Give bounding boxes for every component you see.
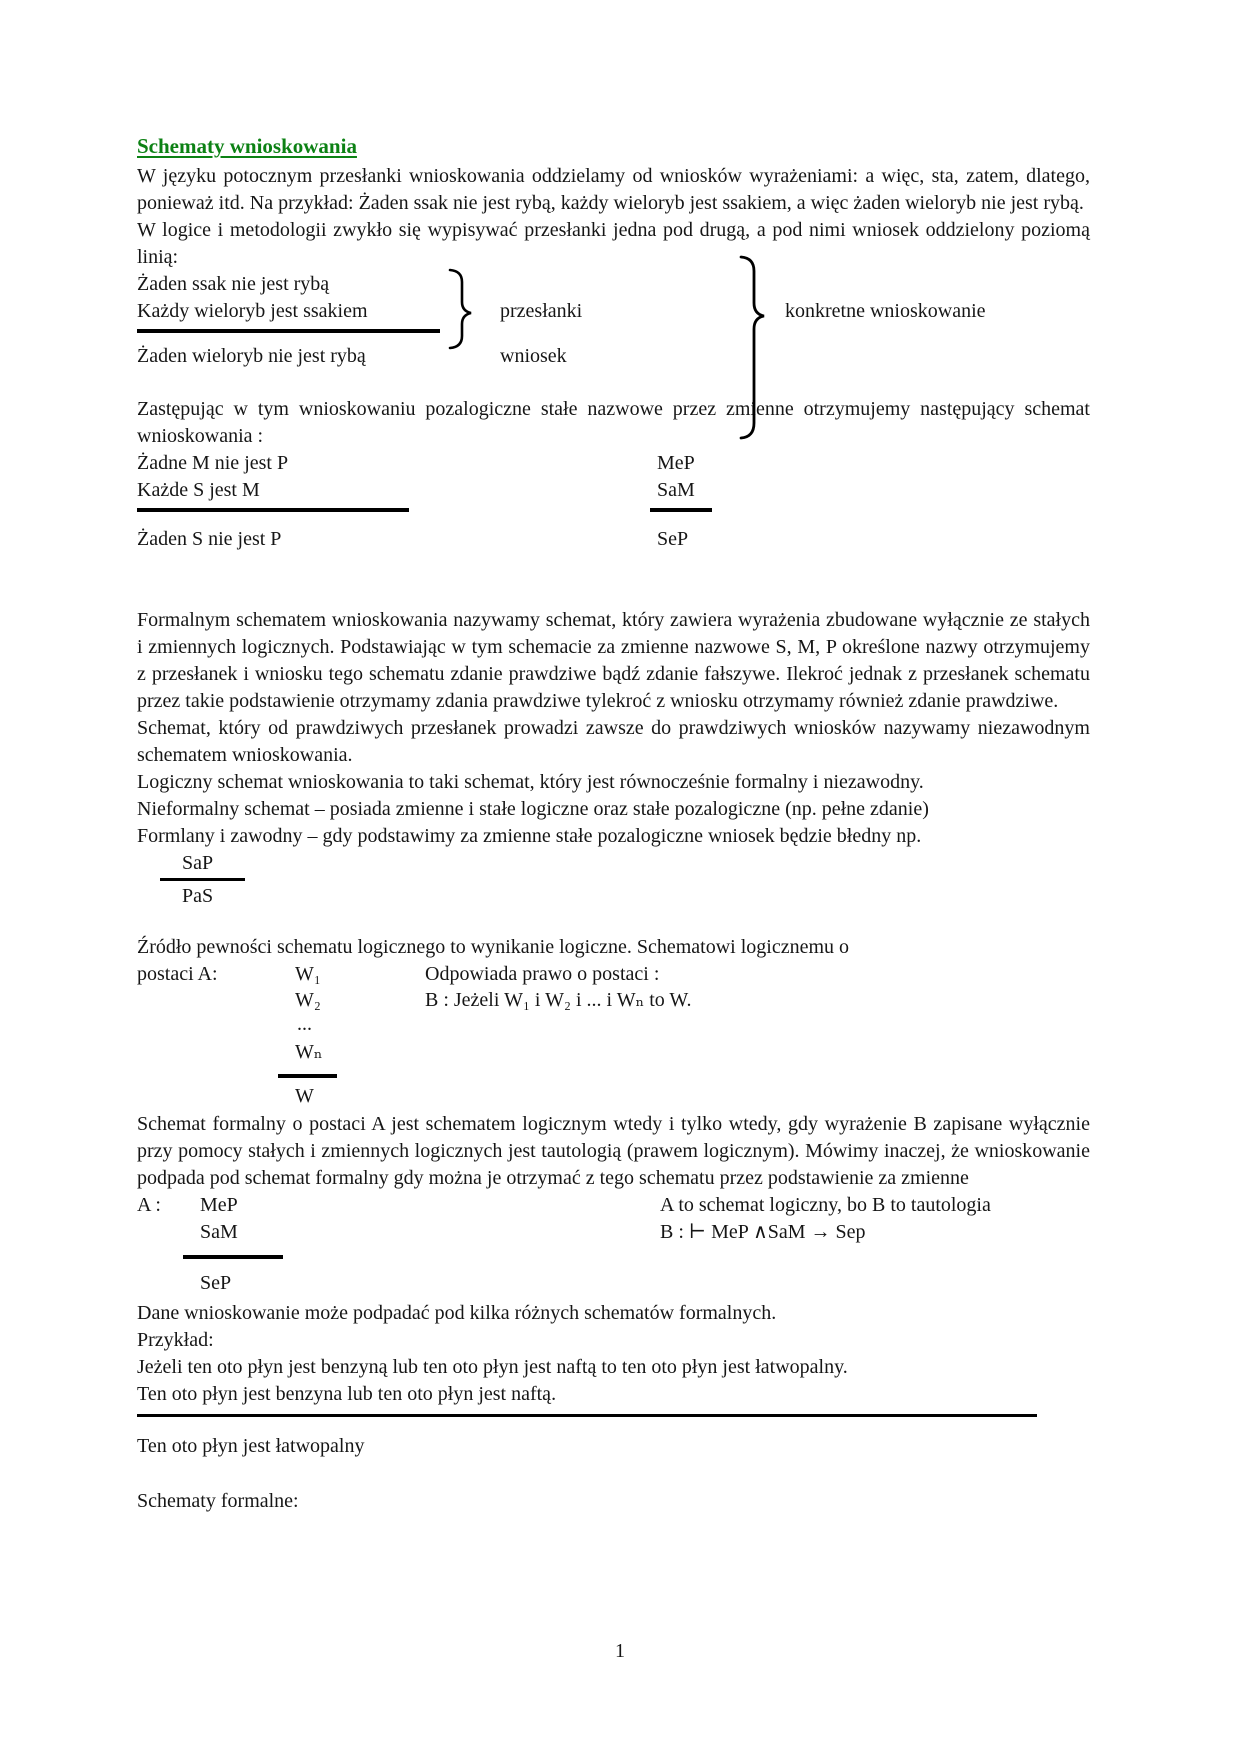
paragraph-informal: Nieformalny schemat – posiada zmienne i stałe logiczne oraz stałe pozalogiczne (np. pełne zdanie): [137, 798, 929, 820]
form-a-line: [278, 1074, 337, 1078]
example-conclusion: Ten oto płyn jest łatwopalny: [137, 1435, 365, 1457]
whole-inference-label: konkretne wnioskowanie: [785, 300, 986, 322]
syllogism-premise-2: Każdy wieloryb jest ssakiem: [137, 300, 368, 322]
syllogism-block: [137, 271, 1090, 370]
form-a-w1: W₁: [295, 963, 321, 985]
example-inference-line: [137, 1414, 1037, 1417]
example-heading: Przykład:: [137, 1329, 214, 1351]
example-premise-1: Jeżeli ten oto płyn jest benzyną lub ten oto płyn jest naftą to ten oto płyn jest łatwopalny.: [137, 1356, 848, 1378]
schema-left-conclusion: Żaden S nie jest P: [137, 528, 282, 550]
paragraph-method: W logice i metodologii zwykło się wypisywać przesłanki jedna pod drugą, a pod nimi wniosek oddzielony poziomą linią:: [137, 219, 1090, 268]
counterexample-premise: SaP: [182, 852, 214, 874]
page-title: Schematy wnioskowania: [137, 134, 357, 158]
schema-right-conclusion: SeP: [657, 528, 689, 550]
form-a-label: postaci A:: [137, 963, 218, 985]
paragraph-formal-unreliable: Formlany i zawodny – gdy podstawimy za zmienne stałe pozalogiczne wniosek będzie błedny np.: [137, 825, 922, 847]
schema-a-line: [183, 1255, 283, 1259]
paragraph-tautology: Schemat formalny o postaci A jest schematem logicznym wtedy i tylko wtedy, gdy wyrażenie B zapisane wyłącznie przy pomocy stałych i zmiennych logicznych jest tautologią (prawem logicznym). Mówimy inaczej, że wnioskowanie podpada pod schemat formalny gdy można je otrzymać z tego schematu przez podstawienie za zmienne: [137, 1113, 1090, 1189]
footer-heading: Schematy formalne:: [137, 1490, 299, 1512]
syllogism-premise-1: Żaden ssak nie jest rybą: [137, 273, 330, 295]
form-a-dots: ...: [297, 1013, 312, 1035]
schema-a-premise-1: MeP: [200, 1194, 238, 1216]
form-a-right-title: Odpowiada prawo o postaci :: [425, 963, 660, 985]
schema-left-premise-2: Każde S jest M: [137, 479, 260, 501]
schema-a-label: A :: [137, 1194, 161, 1216]
paragraph-reliable: Schemat, który od prawdziwych przesłanek prowadzi zawsze do prawdziwych wniosków nazywamy niezawodnym schematem wnioskowania.: [137, 717, 1090, 766]
syllogism-conclusion: Żaden wieloryb nie jest rybą: [137, 345, 366, 367]
page-content: [137, 132, 1090, 1515]
form-a-block: [137, 961, 1090, 1111]
form-a-wn: Wₙ: [295, 1041, 323, 1063]
whole-inference-brace-icon: [737, 255, 767, 441]
premises-brace-icon: [447, 268, 473, 350]
formal-schema-block: [137, 450, 1090, 555]
premises-label: przesłanki: [500, 300, 583, 322]
schema-a-formula: B : ⊢ MeP ∧SaM → Sep: [660, 1221, 866, 1243]
counterexample-conclusion: PaS: [182, 885, 214, 907]
paragraph-intro: W języku potocznym przesłanki wnioskowania oddzielamy od wniosków wyrażeniami: a więc, sta, zatem, dlatego, ponieważ itd. Na przykład: Żaden ssak nie jest rybą, każdy wieloryb jest ssakiem, a więc żaden wieloryb nie jest rybą.: [137, 165, 1090, 214]
form-a-w2: W₂: [295, 989, 321, 1011]
paragraph-source: Źródło pewności schematu logicznego to wynikanie logiczne. Schematowi logicznemu o: [137, 936, 850, 958]
page-number: 1: [615, 1640, 625, 1662]
schema-left-line: [137, 508, 409, 512]
schema-right-premise-2: SaM: [657, 479, 695, 501]
paragraph-logical: Logiczny schemat wnioskowania to taki schemat, który jest równocześnie formalny i niezawodny.: [137, 771, 924, 793]
schema-left-premise-1: Żadne M nie jest P: [137, 452, 289, 474]
conclusion-label: wniosek: [500, 345, 567, 367]
schema-a-block: [137, 1192, 1090, 1300]
paragraph-many-schemas: Dane wnioskowanie może podpadać pod kilka różnych schematów formalnych.: [137, 1302, 777, 1324]
schema-a-premise-2: SaM: [200, 1221, 238, 1243]
counterexample-schema: [137, 850, 1090, 910]
schema-right-premise-1: MeP: [657, 452, 695, 474]
schema-right-line: [650, 508, 712, 512]
counterexample-line: [160, 878, 245, 881]
example-premise-2: Ten oto płyn jest benzyna lub ten oto płyn jest naftą.: [137, 1383, 557, 1405]
inference-line: [137, 329, 440, 333]
paragraph-substitution: Zastępując w tym wnioskowaniu pozalogiczne stałe nazwowe przez zmienne otrzymujemy następujący schemat wnioskowania :: [137, 398, 1090, 447]
form-a-right-formula: B : Jeżeli W₁ i W₂ i ... i Wₙ to W.: [425, 989, 692, 1011]
schema-a-conclusion: SeP: [200, 1272, 232, 1294]
schema-a-note: A to schemat logiczny, bo B to tautologia: [660, 1194, 991, 1216]
form-a-conclusion: W: [295, 1085, 314, 1107]
paragraph-formal-definition: Formalnym schematem wnioskowania nazywamy schemat, który zawiera wyrażenia zbudowane wyłącznie ze stałych i zmiennych logicznych. Podstawiając w tym schemacie za zmienne nazwowe S, M, P określone nazwy otrzymujemy z przesłanek i wniosku tego schematu zdanie prawdziwe bądź zdanie fałszywe. Ilekroć jednak z przesłanek schematu przez takie podstawienie otrzymamy zdania prawdziwe tylekroć z wniosku otrzymamy również zdanie prawdziwe.: [137, 609, 1090, 712]
